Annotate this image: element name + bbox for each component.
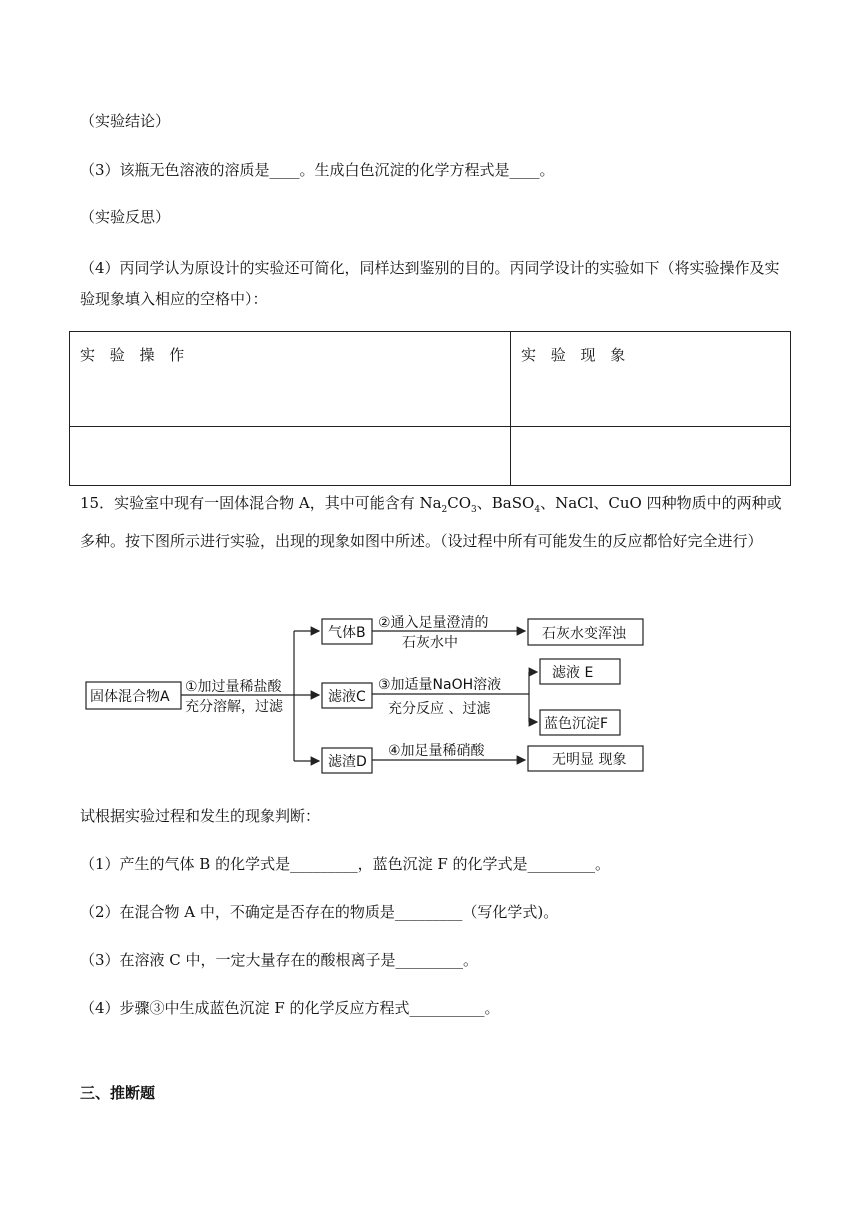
question-15-2: （2）在混合物 A 中，不确定是否存在的物质是_________（写化学式)。 <box>80 903 559 921</box>
operation-answer-cell[interactable] <box>70 427 511 486</box>
reflection-heading: （实验反思） <box>80 208 171 226</box>
conclusion-heading: （实验结论） <box>80 112 171 130</box>
experiment-table <box>69 331 791 486</box>
step1-line2: 充分溶解，过滤 <box>185 699 283 715</box>
question-15-3: （3）在溶液 C 中，一定大量存在的酸根离子是_________。 <box>80 951 479 969</box>
question-4-text: （4）丙同学认为原设计的实验还可简化，同样达到鉴别的目的。丙同学设计的实验如下（将实验操作及实验现象填入相应的空格中）： <box>80 259 780 308</box>
question-15-1: （1）产生的气体 B 的化学式是_________，蓝色沉淀 F 的化学式是_________。 <box>80 855 611 873</box>
operation-header: 实 验 操 作 <box>70 332 511 427</box>
phenomenon-answer-cell[interactable] <box>511 427 791 486</box>
experiment-flow-diagram <box>82 603 652 783</box>
question-15-intro: 15．实验室中现有一固体混合物 A，其中可能含有 $Na_2CO_3$、BaSO$_4$、NaCl、CuO 四种物质中的两种或多种。按下图所示进行实验，出现的现象如图中所述。（设过程中所有可能发生的反应都恰好完全进行） <box>80 494 782 550</box>
questions-lead: 试根据实验过程和发生的现象判断： <box>80 807 321 825</box>
residue-box-label: 滤渣D <box>328 754 367 770</box>
step3-line1: ③加适量NaOH溶液 <box>378 677 502 693</box>
filtrate-e-box-label: 滤液 E <box>552 665 594 681</box>
question-15-4: （4）步骤③中生成蓝色沉淀 F 的化学反应方程式__________。 <box>80 999 500 1017</box>
limewater-box-label: 石灰水变浑浊 <box>542 626 626 642</box>
no-change-box-label: 无明显 现象 <box>552 752 627 768</box>
step2-line2: 石灰水中 <box>402 635 458 651</box>
start-box-label: 固体混合物A <box>90 689 170 705</box>
step3-line2: 充分反应 、过滤 <box>388 701 491 717</box>
section-title: 三、推断题 <box>80 1084 156 1102</box>
filtrate-box-label: 滤液C <box>328 689 366 705</box>
step2-line1: ②通入足量澄清的 <box>378 615 489 631</box>
phenomenon-header: 实 验 现 象 <box>511 332 791 427</box>
gas-box-label: 气体B <box>328 625 366 641</box>
question-3-text: （3）该瓶无色溶液的溶质是____。生成白色沉淀的化学方程式是____。 <box>80 161 555 179</box>
step4-line1: ④加足量稀硝酸 <box>388 743 485 759</box>
step1-line1: ①加过量稀盐酸 <box>185 679 282 695</box>
blue-ppt-box-label: 蓝色沉淀F <box>544 716 609 732</box>
